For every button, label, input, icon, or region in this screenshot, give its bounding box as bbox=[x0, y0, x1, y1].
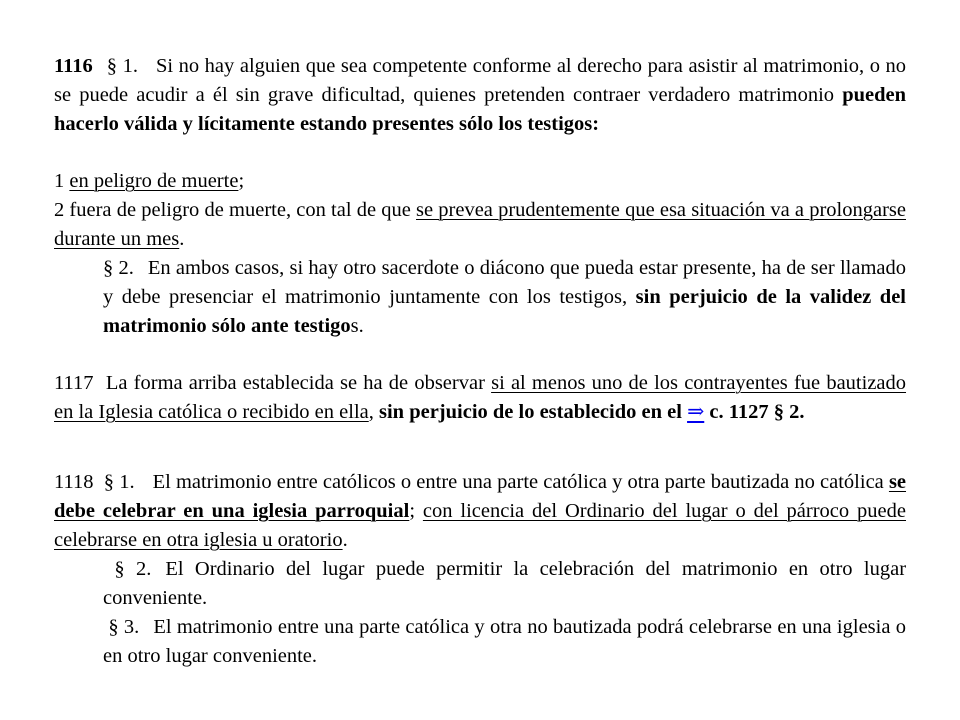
canon-text-end: s. bbox=[350, 314, 364, 337]
punctuation: . bbox=[179, 227, 185, 250]
canon-text: El Ordinario del lugar puede permitir la celebración del matrimonio en otro lugar conveniente. bbox=[103, 558, 907, 609]
canon-text: El matrimonio entre católicos o entre una parte católica y otra parte bautizada no católica bbox=[152, 471, 889, 493]
canon-emphasis: sin perjuicio de la validez del matrimonio sólo ante testigo bbox=[103, 285, 906, 337]
canon-1116-par-1 bbox=[54, 52, 906, 138]
item-number: 1 bbox=[54, 170, 70, 192]
canon-text: La forma arriba establecida se ha de observar bbox=[105, 372, 492, 394]
canon-number: 1116 bbox=[54, 55, 93, 77]
canon-1116-par-2 bbox=[103, 254, 906, 340]
canon-text: En ambos casos, si hay otro sacerdote o diácono que pueda estar presente, ha de ser llamado y debe presenciar el matrimonio juntamente con los testigos, bbox=[103, 257, 906, 308]
item-text: 2 fuera de peligro de muerte, con tal de que bbox=[54, 199, 417, 221]
cross-reference: c. 1127 § 2. bbox=[709, 400, 805, 423]
section-mark: § 2. bbox=[114, 558, 152, 580]
underlined-emphasis: se debe celebrar en una iglesia parroquial bbox=[54, 471, 907, 522]
canon-1116-item-1 bbox=[54, 167, 906, 196]
canon-emphasis: sin perjuicio de lo establecido en el bbox=[379, 400, 682, 423]
punctuation: ; bbox=[238, 170, 245, 192]
underlined-text: con licencia del Ordinario del lugar o del párroco puede celebrarse en otra iglesia u oratorio bbox=[54, 499, 906, 551]
canon-1118-par-3 bbox=[103, 613, 906, 671]
section-mark: § 2. bbox=[103, 257, 134, 279]
canon-text: El matrimonio entre una parte católica y otra no bautizada podrá celebrarse en una iglesia o en otro lugar conveniente. bbox=[103, 616, 907, 667]
section-mark: § 3. bbox=[108, 616, 140, 638]
section-mark: § 1. bbox=[103, 471, 135, 493]
underlined-text: se prevea prudentemente que esa situación va a prolongarse durante un mes bbox=[54, 199, 906, 250]
canon-number: 1118 bbox=[54, 471, 94, 493]
canon-emphasis: pueden hacerlo válida y lícitamente estando presentes sólo los testigos: bbox=[54, 83, 906, 135]
canon-number: 1117 bbox=[54, 372, 94, 394]
underlined-text: en peligro de muerte bbox=[69, 170, 239, 192]
cross-reference-arrow-link[interactable]: ⇒ bbox=[687, 400, 705, 423]
canon-1117 bbox=[54, 369, 906, 427]
underlined-text: si al menos uno de los contrayentes fue bautizado en la Iglesia católica o recibido en ella bbox=[54, 372, 907, 423]
section-mark: § 1. bbox=[106, 55, 138, 77]
canon-1116-item-2 bbox=[54, 196, 906, 254]
punctuation: , bbox=[368, 400, 379, 423]
canon-1118-par-2 bbox=[103, 555, 906, 613]
canon-text: Si no hay alguien que sea competente conforme al derecho para asistir al matrimonio, o no se puede acudir a él sin grave dificultad, quienes pretenden contraer verdadero matrimonio bbox=[54, 55, 907, 106]
punctuation: ; bbox=[409, 499, 423, 522]
punctuation: . bbox=[342, 528, 348, 551]
canon-1118-par-1 bbox=[54, 468, 906, 554]
